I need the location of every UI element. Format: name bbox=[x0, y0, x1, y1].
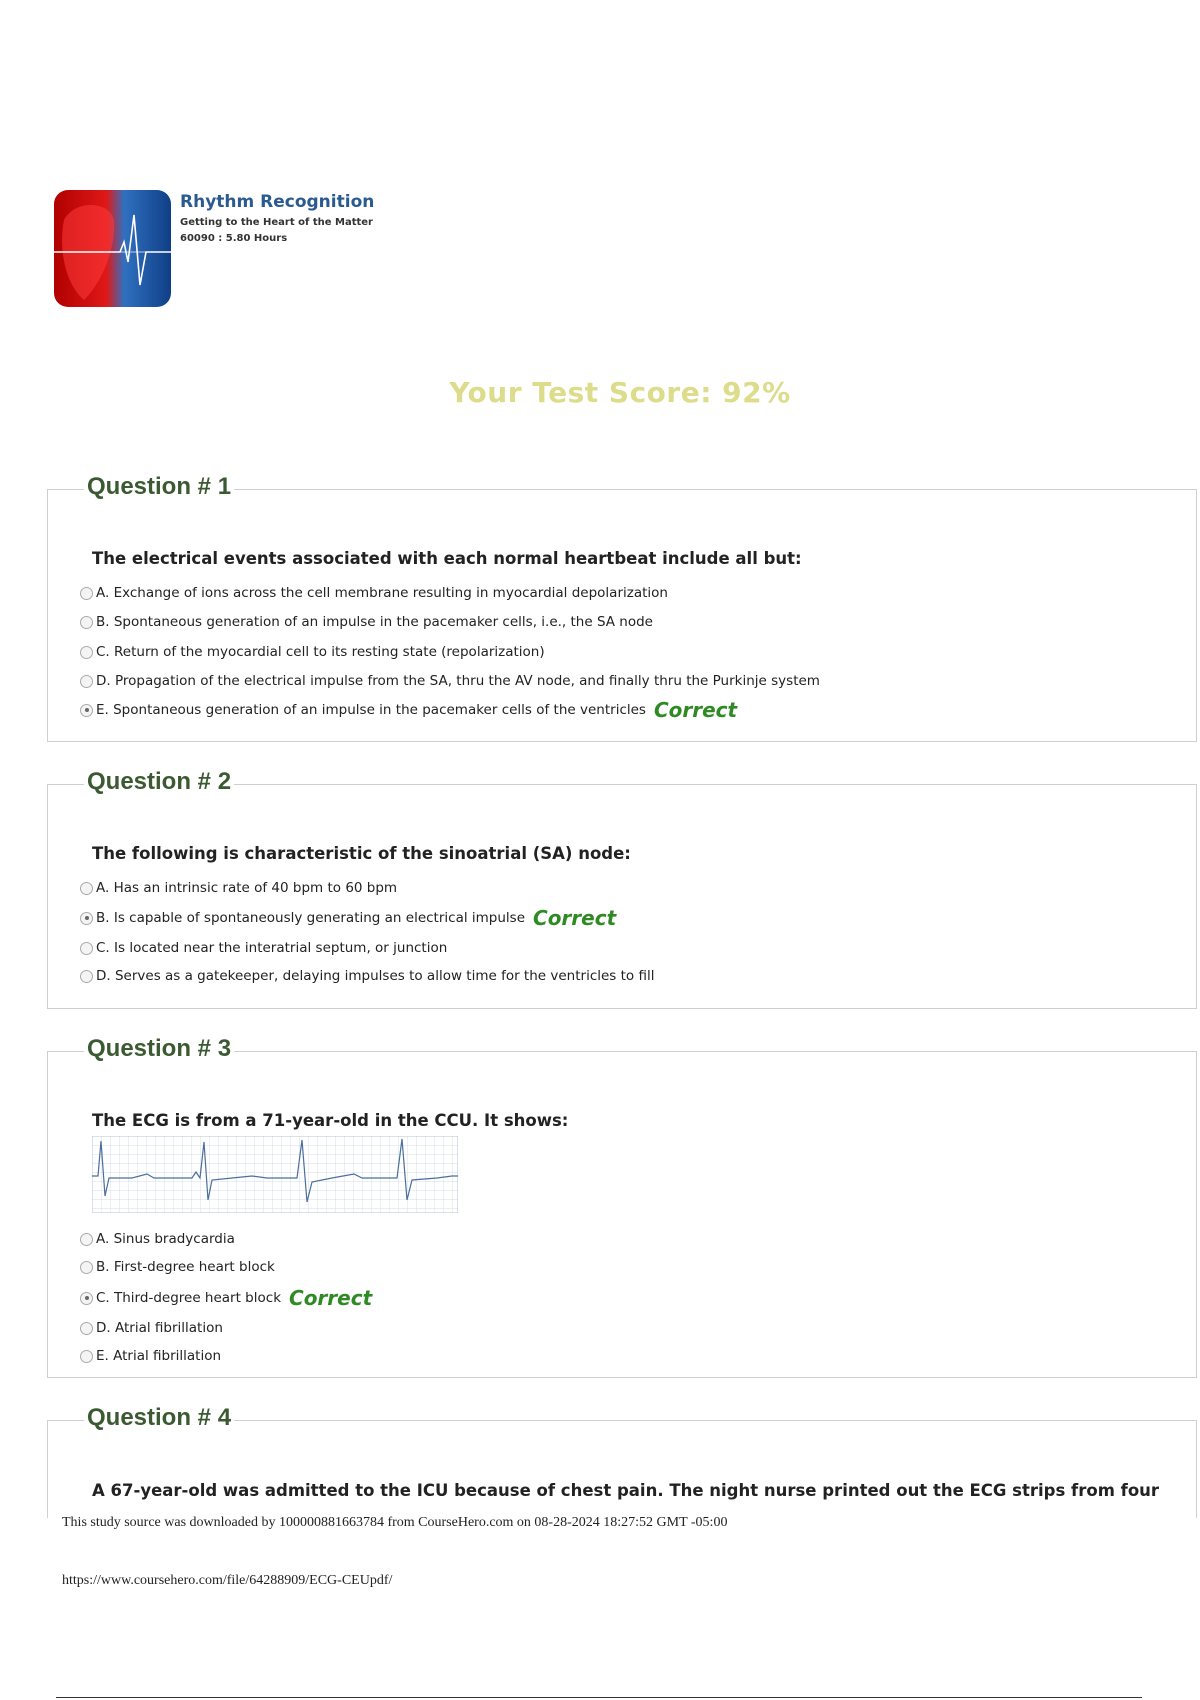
option-label: D. Propagation of the electrical impulse from the SA, thru the AV node, and finally thru the Purkinje system bbox=[96, 673, 820, 689]
option-c[interactable] bbox=[80, 1288, 372, 1308]
option-label: E. Atrial fibrillation bbox=[96, 1348, 222, 1364]
correct-feedback: Correct bbox=[289, 1286, 373, 1310]
course-subtitle: Getting to the Heart of the Matter bbox=[180, 217, 373, 228]
option-b[interactable] bbox=[80, 1257, 275, 1277]
radio-button[interactable] bbox=[80, 882, 93, 895]
option-d[interactable] bbox=[80, 966, 654, 986]
option-label: A. Exchange of ions across the cell membrane resulting in myocardial depolarization bbox=[96, 585, 668, 601]
radio-button[interactable] bbox=[80, 1350, 93, 1363]
option-label: B. Is capable of spontaneously generating an electrical impulse bbox=[96, 910, 526, 926]
radio-button[interactable] bbox=[80, 1233, 93, 1246]
correct-feedback: Correct bbox=[533, 906, 617, 930]
option-label: D. Serves as a gatekeeper, delaying impulses to allow time for the ventricles to fill bbox=[96, 968, 655, 984]
option-b[interactable] bbox=[80, 908, 616, 928]
radio-button[interactable] bbox=[80, 942, 93, 955]
question-legend: Question # 3 bbox=[84, 1035, 234, 1063]
option-c[interactable] bbox=[80, 938, 447, 958]
ecg-strip-image bbox=[92, 1136, 458, 1217]
radio-button[interactable] bbox=[80, 1261, 93, 1274]
option-label: B. First-degree heart block bbox=[96, 1259, 275, 1275]
correct-feedback: Correct bbox=[653, 698, 738, 722]
option-label: B. Spontaneous generation of an impulse in the pacemaker cells, i.e., the SA node bbox=[96, 614, 653, 630]
heart-ecg-logo bbox=[54, 190, 171, 307]
option-label: C. Is located near the interatrial septum, or junction bbox=[96, 940, 448, 956]
option-a[interactable] bbox=[80, 878, 397, 898]
question-text: The following is characteristic of the sinoatrial (SA) node: bbox=[92, 844, 631, 863]
option-label: E. Spontaneous generation of an impulse in the pacemaker cells of the ventricles bbox=[96, 702, 646, 718]
option-e[interactable] bbox=[80, 700, 737, 720]
question-text: A 67-year-old was admitted to the ICU because of chest pain. The night nurse printed out the ECG strips from four bbox=[92, 1481, 1160, 1500]
radio-button-selected[interactable] bbox=[80, 1292, 93, 1305]
question-text: The ECG is from a 71-year-old in the CCU. It shows: bbox=[92, 1111, 569, 1130]
radio-button[interactable] bbox=[80, 1322, 93, 1335]
question-text: The electrical events associated with each normal heartbeat include all but: bbox=[92, 549, 802, 568]
course-title: Rhythm Recognition bbox=[180, 192, 375, 212]
course-code: 60090 : 5.80 Hours bbox=[180, 233, 288, 244]
question-1 bbox=[47, 473, 1197, 742]
question-4 bbox=[47, 1404, 1197, 1521]
radio-button-selected[interactable] bbox=[80, 912, 93, 925]
radio-button[interactable] bbox=[80, 646, 93, 659]
radio-button-selected[interactable] bbox=[80, 704, 93, 717]
source-url[interactable]: https://www.coursehero.com/file/64288909/ECG-CEUpdf/ bbox=[62, 1573, 393, 1588]
download-note: This study source was downloaded by 100000881663784 from CourseHero.com on 08-28-2024 18:27:52 GMT -05:00 bbox=[62, 1515, 728, 1530]
option-label: A. Has an intrinsic rate of 40 bpm to 60 bpm bbox=[96, 880, 398, 896]
test-score: Your Test Score: 92% bbox=[449, 376, 791, 409]
option-d[interactable] bbox=[80, 1318, 223, 1338]
option-label: D. Atrial fibrillation bbox=[96, 1320, 223, 1336]
option-label: C. Third-degree heart block bbox=[96, 1290, 282, 1306]
question-legend: Question # 1 bbox=[84, 473, 234, 501]
radio-button[interactable] bbox=[80, 675, 93, 688]
option-c[interactable] bbox=[80, 642, 545, 662]
option-label: A. Sinus bradycardia bbox=[96, 1231, 235, 1247]
option-b[interactable] bbox=[80, 612, 653, 632]
option-label: C. Return of the myocardial cell to its resting state (repolarization) bbox=[96, 644, 545, 660]
course-header bbox=[54, 190, 374, 307]
radio-button[interactable] bbox=[80, 616, 93, 629]
option-d[interactable] bbox=[80, 671, 820, 691]
question-2 bbox=[47, 768, 1197, 1009]
option-a[interactable] bbox=[80, 1229, 235, 1249]
question-3 bbox=[47, 1035, 1197, 1378]
divider bbox=[56, 1697, 1142, 1698]
option-a[interactable] bbox=[80, 583, 668, 603]
option-e[interactable] bbox=[80, 1346, 221, 1366]
question-legend: Question # 4 bbox=[84, 1404, 234, 1432]
radio-button[interactable] bbox=[80, 970, 93, 983]
question-legend: Question # 2 bbox=[84, 768, 234, 796]
page-cut-mask bbox=[0, 1518, 1200, 1700]
radio-button[interactable] bbox=[80, 587, 93, 600]
